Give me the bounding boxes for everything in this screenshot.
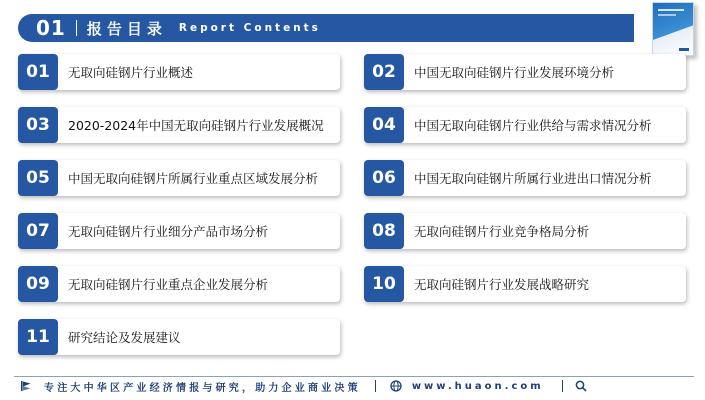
toc-item-09[interactable] (18, 266, 340, 302)
toc-label: 无取向硅钢片行业细分产品市场分析 (68, 224, 269, 239)
header-banner (18, 14, 634, 42)
footer-separator (375, 380, 376, 392)
toc-number: 11 (18, 319, 58, 355)
toc-item-08[interactable] (364, 213, 686, 249)
toc-item-05[interactable] (18, 160, 340, 196)
toc-number: 03 (18, 107, 58, 143)
toc-item-04[interactable] (364, 107, 686, 143)
toc-label: 研究结论及发展建议 (68, 330, 181, 345)
page-title: 报告目录 (86, 19, 167, 38)
toc-number: 06 (364, 160, 404, 196)
report-cover-thumbnail (652, 2, 694, 56)
toc-label: 中国无取向硅钢片所属行业进出口情况分析 (414, 171, 652, 186)
toc-label: 无取向硅钢片行业概述 (68, 65, 194, 80)
header-divider (76, 20, 77, 36)
flag-icon (20, 380, 32, 392)
toc-number: 05 (18, 160, 58, 196)
toc-item-07[interactable] (18, 213, 340, 249)
toc-number: 07 (18, 213, 58, 249)
toc-number: 02 (364, 54, 404, 90)
toc-item-03[interactable] (18, 107, 340, 143)
toc-item-06[interactable] (364, 160, 686, 196)
section-number: 01 (36, 16, 66, 40)
footer-website-link[interactable]: www.huaon.com (411, 380, 544, 392)
toc-label: 中国无取向硅钢片所属行业重点区域发展分析 (68, 171, 319, 186)
footer-separator (562, 380, 563, 392)
toc-number: 10 (364, 266, 404, 302)
toc-item-11[interactable] (18, 319, 340, 355)
search-icon[interactable] (575, 380, 587, 392)
toc-label: 中国无取向硅钢片行业供给与需求情况分析 (414, 118, 652, 133)
toc-number: 01 (18, 54, 58, 90)
toc-label: 无取向硅钢片行业发展战略研究 (414, 277, 590, 292)
footer (14, 377, 694, 395)
toc-item-10[interactable] (364, 266, 686, 302)
toc-item-02[interactable] (364, 54, 686, 90)
page-subtitle: Report Contents (178, 22, 321, 34)
toc-label: 2020-2024年中国无取向硅钢片行业发展概况 (68, 118, 324, 133)
toc-number: 09 (18, 266, 58, 302)
footer-slogan: 专注大中华区产业经济情报与研究，助力企业商业决策 (44, 382, 361, 394)
toc-label: 无取向硅钢片行业重点企业发展分析 (68, 277, 269, 292)
toc-label: 中国无取向硅钢片行业发展环境分析 (414, 65, 615, 80)
globe-icon (390, 380, 402, 392)
toc-label: 无取向硅钢片行业竞争格局分析 (414, 224, 590, 239)
toc-number: 04 (364, 107, 404, 143)
toc-number: 08 (364, 213, 404, 249)
toc-item-01[interactable] (18, 54, 340, 90)
